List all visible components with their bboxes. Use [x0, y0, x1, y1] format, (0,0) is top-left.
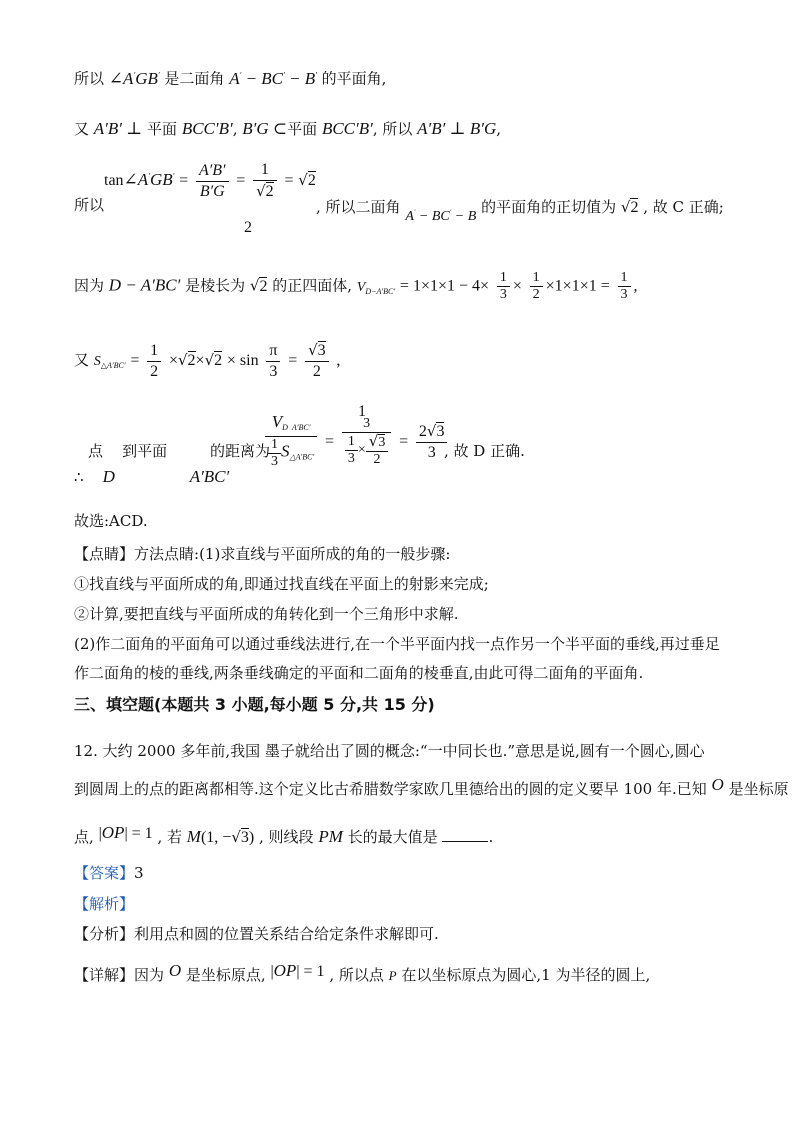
- method-2-line-2: 作二面角的棱的垂线,两条垂线确定的平面和二面角的棱垂直,由此可得二面角的平面角.: [74, 664, 644, 682]
- solution-line-4: 因为 D − A′BC′ 是棱长为 √2 的正四面体, $V_{D-A'BC'} = 1\times 1\times 1 - 4\times$ $\frac{1}{3}$ × $\frac{1}{2}$ ×1×1×1 = $\frac{1}{3}$ ,: [74, 270, 638, 302]
- solution-line-3: 所以: [74, 196, 105, 214]
- xiangjie-line: 【详解】因为 O 是坐标原点, |OP| = 1 , 所以点 P 在以坐标原点为圆心,1 为半径的圆上,: [74, 961, 651, 984]
- answer-line: 【答案】3: [74, 864, 144, 882]
- question-12-line-1: 12. 大约 2000 多年前,我国 墨子就给出了圆的概念:“一中同长也.”意思是说,圆有一个圆心,圆心: [74, 742, 705, 760]
- question-12-line-2: 到圆周上的点的距离都相等.这个定义比古希腊数学家欧几里德给出的圆的定义要早 100 年.已知 O 是坐标原: [74, 775, 789, 798]
- step-2: ②计算,要把直线与平面所成的角转化到一个三角形中求解.: [74, 605, 459, 623]
- solution-line-2: 又 A′B′ ⊥ 平面 BCC′B′, B′G ⊂平面 BCC′B′, 所以 A′B′ ⊥ B′G,: [74, 119, 502, 138]
- choice-line: 故选:ACD.: [74, 512, 148, 530]
- solution-line-6-tail: , 故 D 正确.: [444, 442, 525, 460]
- distance-top-1: 1: [358, 403, 366, 420]
- solution-line-6: 点 到平面 的距离为: [88, 442, 271, 460]
- tan-denominator-2: 2: [244, 219, 252, 236]
- step-1: ①找直线与平面所成的角,即通过找直线在平面上的射影来完成;: [74, 575, 489, 593]
- distance-formula: $V_{D A'BC'}$ $\frac{1}{3}$ $S_{\triangle A'BC'}$ = 3 $\frac{1}{3}$ × $\frac{√3}{2}$ = $\frac{2√3}{3}$: [262, 414, 450, 470]
- solution-line-3-tail: , 所以二面角 A′ − BC′ − B 的平面角的正切值为 √2 , 故 C 正确;: [316, 198, 724, 224]
- analysis-tag: 【解析】: [74, 895, 135, 913]
- therefore-line: ∴ D A′BC′: [74, 467, 230, 486]
- question-12-line-3: 点, |OP| = 1 , 若 M(1, −√3) , 则线段 PM 长的最大值是 .: [74, 823, 494, 846]
- math-dihedral: A′ − BC′ − B′: [229, 68, 317, 88]
- solution-line-1: 所以 ∠A′GB′ 是二面角 A′ − BC′ − B′ 的平面角,: [74, 68, 387, 88]
- solution-line-5: 又 $S_{\triangle A'BC'}$ = $\frac{1}{2}$ ×√2×√2 × sin $\frac{\pi}{3}$ = $\frac{√3}{2}$ ,: [74, 341, 341, 380]
- method-2-line-1: (2)作二面角的平面角可以通过垂线法进行,在一个半平面内找一点作另一个半平面的垂线,再过垂足: [74, 635, 720, 653]
- tip-line: 【点睛】方法点睛:(1)求直线与平面所成的角的一般步骤:: [74, 545, 451, 563]
- tan-formula: tan∠A′GB′ = $\frac{A'B'}{B'G}$ = $\frac{1}{√2}$ = √2: [104, 161, 316, 200]
- fenxi-line: 【分析】利用点和圆的位置关系结合给定条件求解即可.: [74, 925, 439, 943]
- answer-blank: [442, 827, 488, 842]
- math-angle-agb: ∠A′GB′: [108, 68, 160, 88]
- section-heading: 三、填空题(本题共 3 小题,每小题 5 分,共 15 分): [74, 695, 435, 714]
